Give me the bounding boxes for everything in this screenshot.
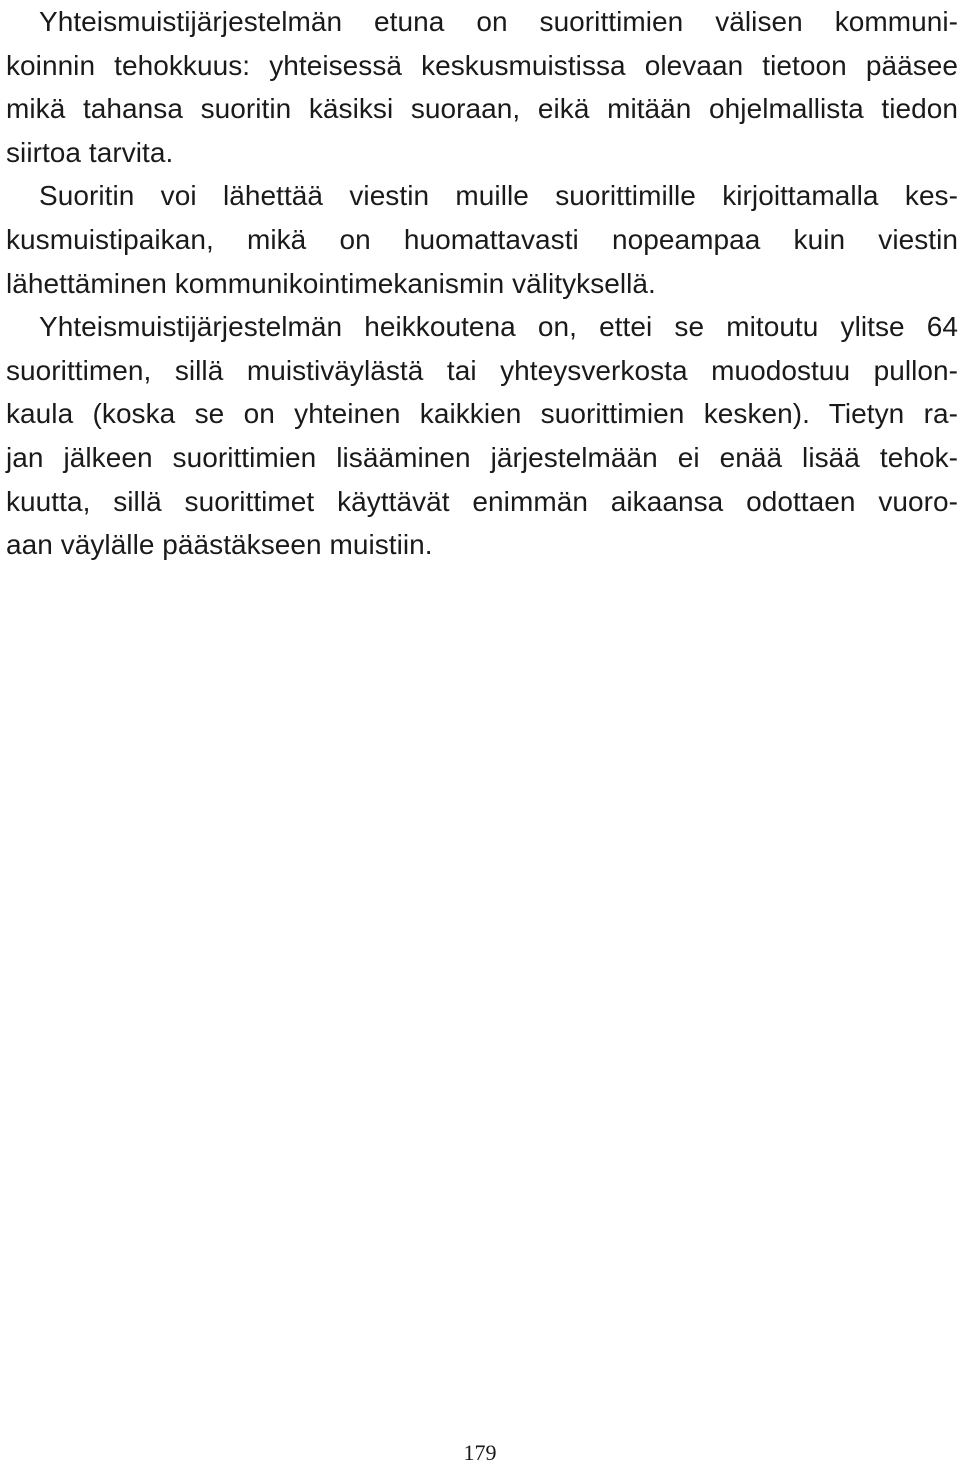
text-line: jan jälkeen suorittimien lisääminen järjestelmään ei enää lisää tehok- (6, 441, 958, 473)
text-line: aan väylälle päästäkseen muistiin. (6, 529, 433, 561)
text-line: siirtoa tarvita. (6, 136, 174, 168)
text-line: kuutta, sillä suorittimet käyttävät enimmän aikaansa odottaen vuoro- (6, 485, 958, 517)
paragraph-2 (6, 174, 958, 305)
page-number: 179 (463, 1440, 497, 1465)
text-line: mikä tahansa suoritin käsiksi suoraan, eikä mitään ohjelmallista tiedon (6, 93, 958, 125)
text-line: lähettäminen kommunikointimekanismin välityksellä. (6, 267, 656, 299)
text-line: kusmuistipaikan, mikä on huomattavasti nopeampaa kuin viestin (6, 223, 958, 255)
text-line: suorittimen, sillä muistiväylästä tai yhteysverkosta muodostuu pullon- (6, 354, 958, 386)
text-line: Suoritin voi lähettää viestin muille suorittimille kirjoittamalla kes- (39, 180, 958, 212)
text-line: Yhteismuistijärjestelmän etuna on suorittimien välisen kommuni- (39, 6, 958, 37)
text-line: Yhteismuistijärjestelmän heikkoutena on, ettei se mitoutu ylitse 64 (39, 311, 958, 343)
page-body (6, 0, 958, 567)
paragraph-1 (6, 0, 958, 174)
text-line: koinnin tehokkuus: yhteisessä keskusmuistissa olevaan tietoon pääsee (6, 49, 958, 81)
paragraph-3 (6, 305, 958, 567)
text-line: kaula (koska se on yhteinen kaikkien suorittimien kesken). Tietyn ra- (6, 398, 958, 430)
